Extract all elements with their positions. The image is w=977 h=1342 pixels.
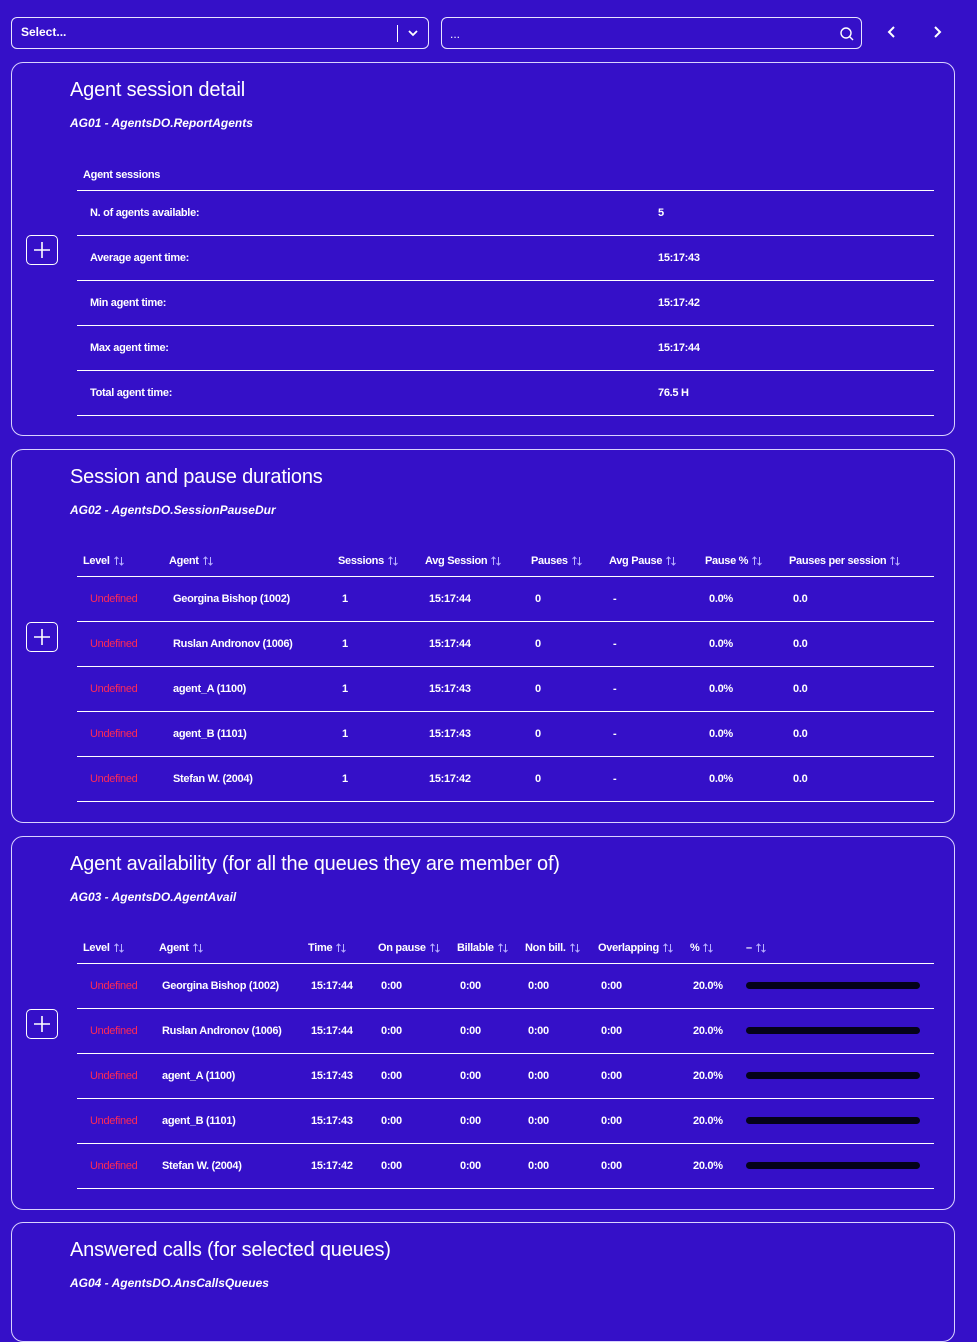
table-row [77, 621, 934, 666]
report-select-value: Select... [21, 25, 67, 39]
sort-icon[interactable] [662, 555, 677, 567]
table-cell: 0:00 [453, 1098, 521, 1143]
column-header-label: Pause % [705, 554, 749, 567]
sort-icon[interactable] [110, 555, 125, 567]
chevron-left-icon[interactable] [884, 24, 900, 40]
agent-cell: Georgina Bishop (1002) [155, 963, 304, 1008]
level-cell: Undefined [77, 963, 155, 1008]
column-header[interactable] [334, 546, 421, 576]
table-cell: 0:00 [521, 1098, 594, 1143]
table-cell: 0:00 [521, 1053, 594, 1098]
table-cell: 0:00 [594, 1098, 686, 1143]
table-cell: 15:17:44 [304, 1008, 374, 1053]
table-row [77, 190, 934, 235]
column-header-label: Billable [457, 941, 494, 954]
availability-bar-cell [742, 1143, 934, 1188]
column-header[interactable] [155, 933, 304, 963]
level-cell: Undefined [77, 1008, 155, 1053]
column-header[interactable] [77, 933, 155, 963]
report-select[interactable] [11, 17, 429, 49]
table-cell: 15:17:43 [304, 1098, 374, 1143]
metric-label: Average agent time: [77, 235, 658, 280]
sort-icon[interactable] [699, 942, 714, 954]
table-cell: 0:00 [594, 963, 686, 1008]
metric-value: 76.5 H [658, 370, 934, 415]
table-row [77, 711, 934, 756]
table-cell: 0.0 [785, 756, 934, 801]
table-cell: 0.0 [785, 666, 934, 711]
column-header: Agent sessions [77, 160, 934, 190]
search-input[interactable] [441, 17, 862, 49]
table-cell: 15:17:44 [304, 963, 374, 1008]
card-subtitle: AG02 - AgentsDO.SessionPauseDur [70, 503, 276, 517]
agent-sessions-table [77, 160, 934, 416]
metric-value: 15:17:44 [658, 325, 934, 370]
card-subtitle: AG03 - AgentsDO.AgentAvail [70, 890, 237, 904]
expand-button[interactable] [26, 1009, 58, 1039]
table-cell: 0 [527, 576, 605, 621]
plus-icon [33, 1015, 51, 1033]
metric-value: 15:17:42 [658, 280, 934, 325]
level-cell: Undefined [77, 711, 165, 756]
column-header[interactable] [374, 933, 453, 963]
table-cell: 15:17:44 [421, 621, 527, 666]
availability-bar-cell [742, 963, 934, 1008]
table-cell: 0:00 [374, 1008, 453, 1053]
sort-icon[interactable] [332, 942, 347, 954]
table-cell: - [605, 711, 701, 756]
table-cell: - [605, 756, 701, 801]
plus-icon [33, 628, 51, 646]
table-cell: 1 [334, 576, 421, 621]
table-cell: 0:00 [374, 963, 453, 1008]
table-row [77, 1143, 934, 1188]
column-header-label: Avg Pause [609, 554, 663, 567]
sort-icon[interactable] [566, 942, 581, 954]
card-title: Agent availability (for all the queues they are member of) [70, 853, 560, 875]
sort-icon[interactable] [659, 942, 674, 954]
table-cell: 0.0 [785, 711, 934, 756]
table-cell: 0.0 [785, 576, 934, 621]
column-header[interactable] [742, 933, 934, 963]
card-answered-calls [11, 1222, 955, 1342]
table-row [77, 666, 934, 711]
table-cell: 15:17:43 [421, 711, 527, 756]
column-header[interactable] [77, 546, 165, 576]
table-cell: 0:00 [453, 963, 521, 1008]
column-header-label: % [690, 941, 700, 954]
card-title: Session and pause durations [70, 466, 323, 488]
table-cell: 20.0% [686, 963, 742, 1008]
table-cell: 0.0% [701, 756, 785, 801]
card-session-pause-durations [11, 449, 955, 823]
availability-bar [746, 982, 920, 989]
card-agent-availability [11, 836, 955, 1210]
table-cell: 0.0% [701, 621, 785, 666]
table-row [77, 1098, 934, 1143]
table-cell: 0:00 [521, 963, 594, 1008]
column-header-label: On pause [378, 941, 426, 954]
table-cell: 15:17:43 [304, 1053, 374, 1098]
metric-label: N. of agents available: [77, 190, 658, 235]
sort-icon[interactable] [426, 942, 441, 954]
table-cell: - [605, 621, 701, 666]
metric-value: 15:17:43 [658, 235, 934, 280]
metric-value: 5 [658, 190, 934, 235]
table-cell: 0 [527, 711, 605, 756]
card-agent-session-detail [11, 62, 955, 436]
column-header[interactable] [521, 933, 594, 963]
column-header-label: Time [308, 941, 333, 954]
sort-icon[interactable] [568, 555, 583, 567]
agent-cell: agent_A (1100) [165, 666, 334, 711]
availability-bar-cell [742, 1053, 934, 1098]
chevron-down-icon[interactable] [407, 27, 419, 39]
column-header-label: – [746, 941, 752, 954]
card-subtitle: AG01 - AgentsDO.ReportAgents [70, 116, 253, 130]
sort-icon[interactable] [199, 555, 214, 567]
column-header-label: Sessions [338, 554, 384, 567]
table-cell: - [605, 576, 701, 621]
column-header-label: Overlapping [598, 941, 659, 954]
column-header[interactable] [785, 546, 934, 576]
table-header-row [77, 160, 934, 190]
level-cell: Undefined [77, 1053, 155, 1098]
agent-cell: Georgina Bishop (1002) [165, 576, 334, 621]
card-title: Agent session detail [70, 79, 246, 101]
table-cell: 0:00 [521, 1008, 594, 1053]
table-header-row [77, 933, 934, 963]
availability-bar [746, 1027, 920, 1034]
card-title: Answered calls (for selected queues) [70, 1239, 391, 1261]
level-cell: Undefined [77, 666, 165, 711]
agent-cell: Ruslan Andronov (1006) [165, 621, 334, 666]
column-header[interactable] [165, 546, 334, 576]
search-input-value: ... [450, 27, 461, 41]
table-cell: 15:17:44 [421, 576, 527, 621]
table-cell: 0:00 [594, 1053, 686, 1098]
agent-cell: Stefan W. (2004) [155, 1143, 304, 1188]
table-cell: 0:00 [594, 1143, 686, 1188]
sort-icon[interactable] [886, 555, 901, 567]
agent-cell: Stefan W. (2004) [165, 756, 334, 801]
card-subtitle: AG04 - AgentsDO.AnsCallsQueues [70, 1276, 269, 1290]
chevron-right-icon[interactable] [929, 24, 945, 40]
table-cell: 20.0% [686, 1098, 742, 1143]
table-header-row [77, 546, 934, 576]
table-cell: 20.0% [686, 1143, 742, 1188]
level-cell: Undefined [77, 1098, 155, 1143]
sort-icon[interactable] [110, 942, 125, 954]
level-cell: Undefined [77, 756, 165, 801]
column-header[interactable] [421, 546, 527, 576]
table-cell: - [605, 666, 701, 711]
expand-button[interactable] [26, 622, 58, 652]
table-cell: 0:00 [453, 1008, 521, 1053]
column-header[interactable] [686, 933, 742, 963]
column-header[interactable] [453, 933, 521, 963]
table-cell: 15:17:42 [421, 756, 527, 801]
level-cell: Undefined [77, 621, 165, 666]
expand-button[interactable] [26, 235, 58, 265]
table-row [77, 1053, 934, 1098]
column-header-label: Avg Session [425, 554, 488, 567]
agent-availability-table [77, 933, 934, 1189]
column-header-label: Agent [169, 554, 199, 567]
sort-icon[interactable] [487, 555, 502, 567]
table-row [77, 576, 934, 621]
metric-label: Total agent time: [77, 370, 658, 415]
table-cell: 15:17:43 [421, 666, 527, 711]
availability-bar-cell [742, 1008, 934, 1053]
table-cell: 0.0% [701, 711, 785, 756]
agent-cell: Ruslan Andronov (1006) [155, 1008, 304, 1053]
table-cell: 0.0% [701, 576, 785, 621]
agent-cell: agent_B (1101) [155, 1098, 304, 1143]
agent-cell: agent_A (1100) [155, 1053, 304, 1098]
plus-icon [33, 241, 51, 259]
table-cell: 0 [527, 666, 605, 711]
column-header-label: Non bill. [525, 941, 566, 954]
column-header-label: Level [83, 554, 110, 567]
availability-bar-cell [742, 1098, 934, 1143]
column-header[interactable] [605, 546, 701, 576]
search-icon[interactable] [839, 26, 855, 42]
table-cell: 1 [334, 711, 421, 756]
agent-cell: agent_B (1101) [165, 711, 334, 756]
column-header[interactable] [527, 546, 605, 576]
table-cell: 0:00 [374, 1098, 453, 1143]
table-cell: 20.0% [686, 1008, 742, 1053]
sort-icon[interactable] [752, 942, 767, 954]
column-header-label: Agent [159, 941, 189, 954]
toolbar [11, 17, 966, 49]
column-header[interactable] [304, 933, 374, 963]
column-header-label: Pauses [531, 554, 568, 567]
level-cell: Undefined [77, 576, 165, 621]
table-cell: 20.0% [686, 1053, 742, 1098]
table-cell: 0.0 [785, 621, 934, 666]
table-cell: 1 [334, 756, 421, 801]
table-cell: 0:00 [374, 1053, 453, 1098]
table-cell: 0:00 [453, 1053, 521, 1098]
select-divider [397, 25, 398, 42]
availability-bar [746, 1117, 920, 1124]
column-header-label: Level [83, 941, 110, 954]
table-row [77, 280, 934, 325]
table-cell: 0:00 [594, 1008, 686, 1053]
table-cell: 1 [334, 666, 421, 711]
table-cell: 0:00 [521, 1143, 594, 1188]
table-cell: 15:17:42 [304, 1143, 374, 1188]
sort-icon[interactable] [748, 555, 763, 567]
sort-icon[interactable] [384, 555, 399, 567]
sort-icon[interactable] [189, 942, 204, 954]
column-header-label: Pauses per session [789, 554, 887, 567]
table-row [77, 963, 934, 1008]
table-row [77, 1008, 934, 1053]
availability-bar [746, 1072, 920, 1079]
table-cell: 0.0% [701, 666, 785, 711]
level-cell: Undefined [77, 1143, 155, 1188]
table-cell: 0 [527, 756, 605, 801]
table-row [77, 325, 934, 370]
session-pause-table [77, 546, 934, 802]
metric-label: Min agent time: [77, 280, 658, 325]
table-cell: 1 [334, 621, 421, 666]
column-header[interactable] [594, 933, 686, 963]
sort-icon[interactable] [494, 942, 509, 954]
table-row [77, 370, 934, 415]
table-cell: 0:00 [374, 1143, 453, 1188]
metric-label: Max agent time: [77, 325, 658, 370]
table-row [77, 756, 934, 801]
table-cell: 0:00 [453, 1143, 521, 1188]
availability-bar [746, 1162, 920, 1169]
column-header[interactable] [701, 546, 785, 576]
table-cell: 0 [527, 621, 605, 666]
table-row [77, 235, 934, 280]
